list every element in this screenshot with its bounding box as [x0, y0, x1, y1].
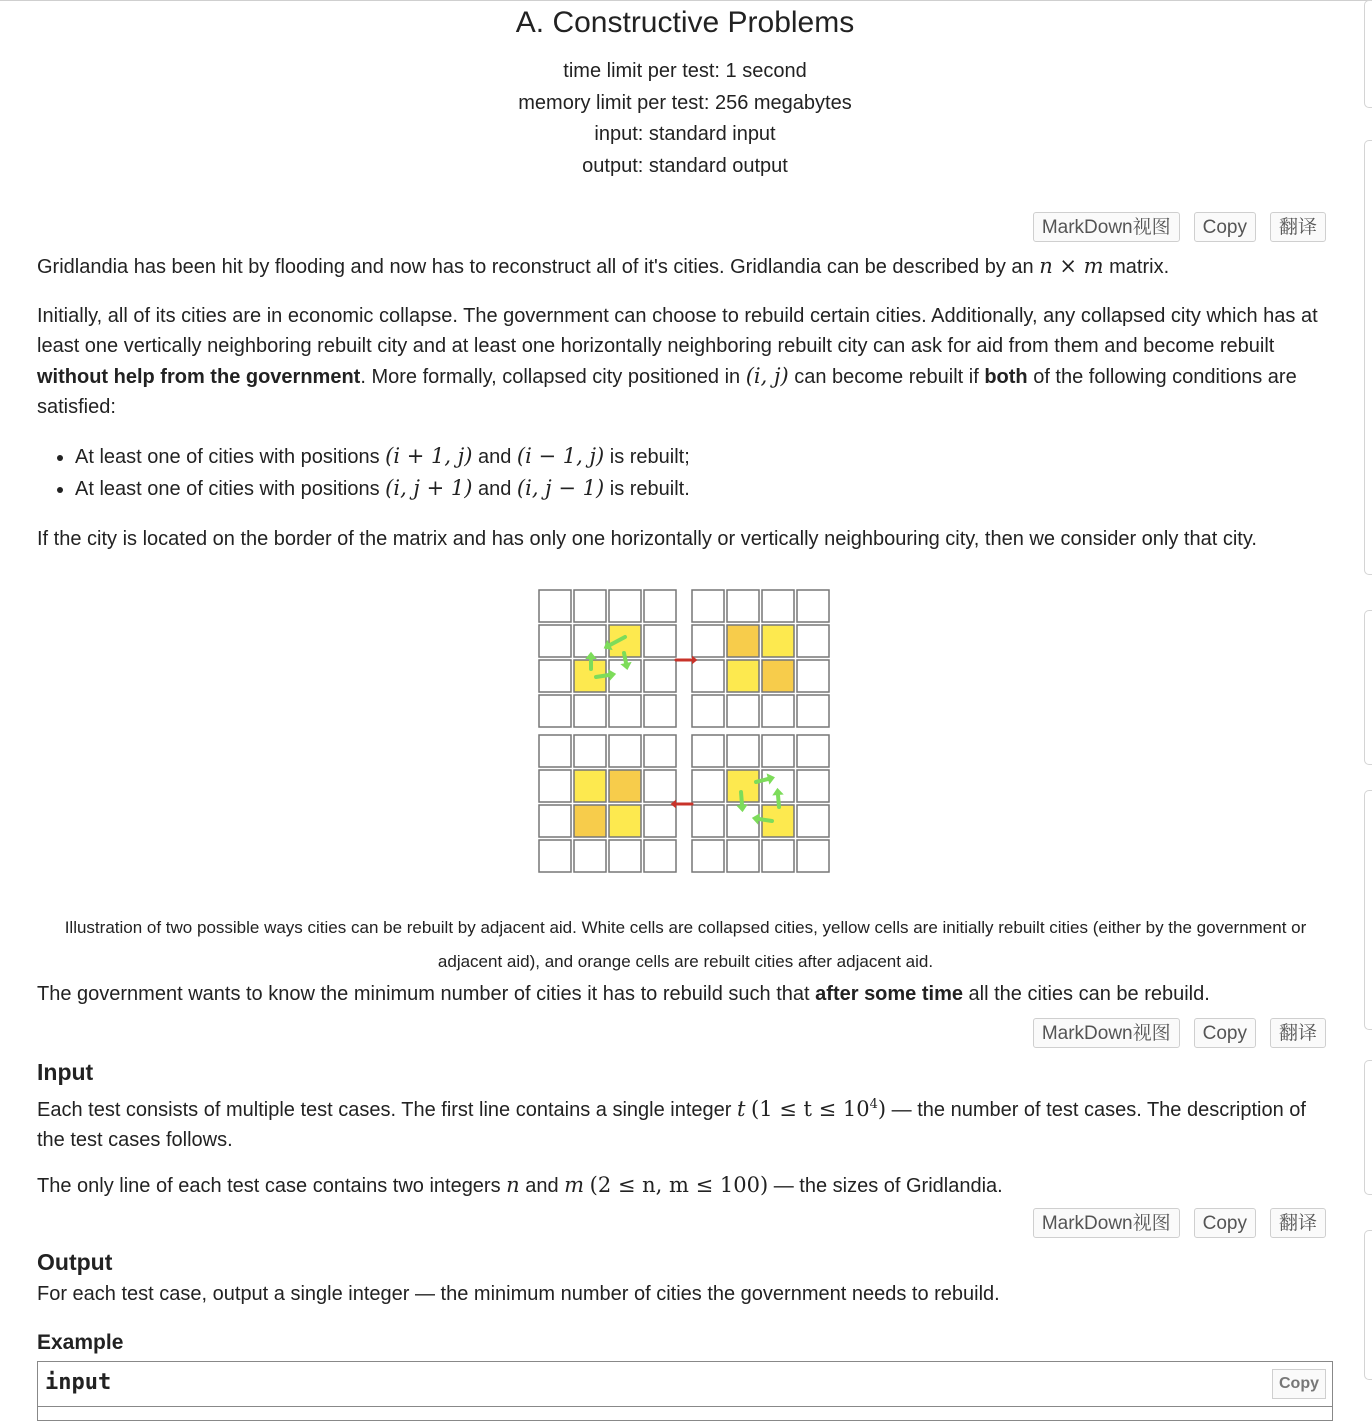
top-border	[0, 0, 1372, 1]
text: At least one of cities with positions	[75, 446, 386, 468]
text: — the sizes of Gridlandia.	[768, 1175, 1003, 1197]
grid-cell	[644, 695, 676, 727]
grid-cell	[797, 590, 829, 622]
grid-cell	[727, 660, 759, 692]
text: and	[472, 446, 517, 468]
copy-button[interactable]: Copy	[1194, 1018, 1256, 1048]
math: (i, j + 1)	[385, 476, 473, 500]
grid-cell	[539, 735, 571, 767]
grid-cell	[692, 695, 724, 727]
bold-text: without help from the government	[37, 366, 361, 388]
grid-cell	[574, 770, 606, 802]
grid-cell	[692, 770, 724, 802]
text: The government wants to know the minimum number of cities it has to rebuild such that	[37, 983, 816, 1005]
memory-limit: memory limit per test: 256 megabytes	[518, 92, 852, 114]
text: of the following conditions are satisfied:	[37, 366, 1297, 418]
text: is rebuilt.	[604, 478, 690, 500]
grid-cell	[644, 625, 676, 657]
grid-cell	[797, 695, 829, 727]
markdown-view-button[interactable]: MarkDown视图	[1033, 1018, 1180, 1048]
math: m	[564, 1173, 585, 1197]
output-heading: Output	[37, 1249, 113, 1275]
grid-cell	[574, 625, 606, 657]
grid-cell	[539, 590, 571, 622]
grid-cell	[644, 805, 676, 837]
grid-cell	[762, 625, 794, 657]
time-limit: time limit per test: 1 second	[563, 60, 807, 82]
text: and	[472, 478, 517, 500]
markdown-view-button[interactable]: MarkDown视图	[1033, 212, 1180, 242]
math: n	[506, 1173, 520, 1197]
grid-cell	[797, 625, 829, 657]
statement-paragraph-4	[37, 979, 1329, 1009]
grid-cell	[609, 805, 641, 837]
list-item	[75, 441, 690, 473]
grid-cell	[797, 660, 829, 692]
math-part: (1 ≤ t ≤ 10	[751, 1097, 870, 1121]
text: The only line of each test case contains two integers	[37, 1175, 507, 1197]
translate-button[interactable]: 翻译	[1270, 1208, 1326, 1238]
grid-cell	[727, 735, 759, 767]
grid-cell	[692, 805, 724, 837]
list-item	[75, 473, 690, 505]
example-copy-button[interactable]: Copy	[1272, 1369, 1326, 1399]
copy-button[interactable]: Copy	[1194, 212, 1256, 242]
right-edge-tab	[1364, 140, 1372, 575]
grid-cells	[539, 590, 829, 872]
grid-cell	[574, 840, 606, 872]
grid-cell	[539, 660, 571, 692]
right-edge-tab	[1364, 610, 1372, 765]
right-edge-tab	[1364, 1230, 1372, 1380]
grid-cell	[644, 840, 676, 872]
grid-cell	[644, 660, 676, 692]
input-paragraph-1	[37, 1090, 1329, 1155]
grid-cell	[727, 695, 759, 727]
math	[751, 1097, 886, 1121]
grid-cell	[609, 840, 641, 872]
statement-paragraph-2	[37, 301, 1329, 422]
grid-cell	[692, 660, 724, 692]
grid-cell	[727, 840, 759, 872]
math: (i, j − 1)	[516, 476, 605, 500]
grid-cell	[762, 840, 794, 872]
grid-cell	[539, 625, 571, 657]
conditions-list	[37, 441, 690, 505]
text: — the number of test cases. The description of the test cases follows.	[37, 1099, 1306, 1151]
grid-cell	[797, 840, 829, 872]
example-heading: Example	[37, 1331, 124, 1354]
grid-cell	[762, 695, 794, 727]
grid-cell	[797, 770, 829, 802]
text: Initially, all of its cities are in economic collapse. The government can choose to rebuild certain cities. Additionally, any collapsed city which has at least one vertically neighboring rebuilt city and at least one horizontally neighboring rebuilt city can ask for aid from them and become rebuilt	[37, 305, 1318, 357]
math-sup: 4	[869, 1097, 878, 1112]
grid-cell	[727, 590, 759, 622]
rebuild-illustration	[536, 587, 836, 879]
problem-title: A. Constructive Problems	[515, 6, 855, 39]
bold-text: after some time	[815, 983, 963, 1005]
statement-toolbar	[1033, 212, 1326, 242]
grid-cell	[539, 770, 571, 802]
statement-paragraph-3: If the city is located on the border of the matrix and has only one horizontally or vertically neighbouring city, then we consider only that city.	[37, 528, 1257, 550]
grid-cell	[692, 625, 724, 657]
divider	[38, 1406, 1332, 1407]
text: and	[519, 1175, 565, 1197]
grid-cell	[797, 805, 829, 837]
markdown-view-button[interactable]: MarkDown视图	[1033, 1208, 1180, 1238]
figure-caption: Illustration of two possible ways cities can be rebuilt by adjacent aid. White cells are collapsed cities, yellow cells are initially rebuilt cities (either by the government or adjacent aid), and orange cells are rebuilt cities after adjacent aid.	[64, 918, 1307, 971]
grid-cell	[539, 695, 571, 727]
math: t	[736, 1097, 746, 1121]
text: Each test consists of multiple test cases. The first line contains a single integer	[37, 1099, 737, 1121]
math: (i, j)	[745, 364, 789, 388]
input-heading: Input	[37, 1059, 94, 1085]
grid-cell	[574, 805, 606, 837]
grid-cell	[644, 770, 676, 802]
grid-cell	[574, 590, 606, 622]
output-toolbar	[1033, 1208, 1326, 1238]
example-input-label: input	[45, 1370, 112, 1395]
grid-cell	[539, 805, 571, 837]
arrow-shaft	[759, 819, 772, 821]
copy-button[interactable]: Copy	[1194, 1208, 1256, 1238]
text: all the cities can be rebuild.	[963, 983, 1210, 1005]
translate-button[interactable]: 翻译	[1270, 212, 1326, 242]
math-part: )	[877, 1097, 887, 1121]
right-edge-tab	[1364, 1060, 1372, 1195]
grid-cell	[797, 735, 829, 767]
grid-cell	[644, 735, 676, 767]
grid-cell	[692, 840, 724, 872]
math: (i + 1, j)	[385, 444, 473, 468]
grid-cell	[692, 735, 724, 767]
grid-cell	[762, 660, 794, 692]
grid-cell	[574, 695, 606, 727]
text: can become rebuilt if	[788, 366, 985, 388]
arrow-shaft	[596, 675, 609, 677]
grid-cell	[574, 735, 606, 767]
grid-cell	[539, 840, 571, 872]
math: (2 ≤ n, m ≤ 100)	[589, 1173, 769, 1197]
text: At least one of cities with positions	[75, 478, 386, 500]
grid-cell	[609, 590, 641, 622]
input-toolbar	[1033, 1018, 1326, 1048]
example-box	[37, 1361, 1333, 1421]
grid-cell	[762, 735, 794, 767]
grid-cell	[644, 590, 676, 622]
output-paragraph: For each test case, output a single integer — the minimum number of cities the government needs to rebuild.	[37, 1283, 1000, 1305]
output-type: output: standard output	[582, 155, 788, 177]
text: is rebuilt;	[604, 446, 690, 468]
grid-cell	[609, 770, 641, 802]
arrow-shaft	[741, 792, 742, 805]
text: . More formally, collapsed city positioned in	[360, 366, 746, 388]
input-type: input: standard input	[594, 123, 776, 145]
arrow-shaft	[624, 653, 626, 663]
grid-cell	[727, 625, 759, 657]
grid-cell	[692, 590, 724, 622]
translate-button[interactable]: 翻译	[1270, 1018, 1326, 1048]
text: Gridlandia has been hit by flooding and now has to reconstruct all of it's cities. Gridlandia can be described by an	[37, 256, 1040, 278]
bold-text: both	[984, 366, 1028, 388]
text: matrix.	[1103, 256, 1170, 278]
right-edge-tab	[1364, 790, 1372, 1030]
math: n × m	[1039, 254, 1104, 278]
grid-cell	[609, 735, 641, 767]
math: (i − 1, j)	[516, 444, 605, 468]
statement-paragraph-1	[37, 251, 1329, 282]
input-paragraph-2	[37, 1170, 1329, 1201]
arrow-shaft	[778, 795, 779, 807]
grid-cell	[762, 590, 794, 622]
grid-cell	[609, 695, 641, 727]
